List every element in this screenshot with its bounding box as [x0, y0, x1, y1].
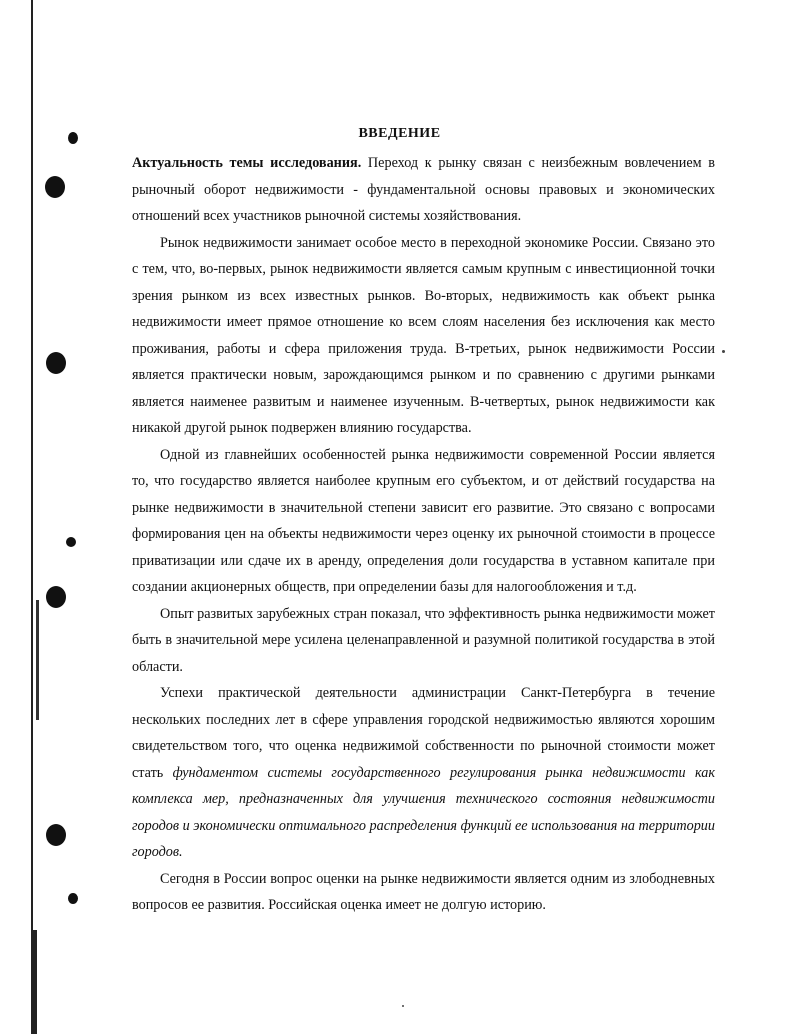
body-text [132, 150, 715, 919]
punch-hole [46, 352, 66, 374]
paragraph-6: Сегодня в России вопрос оценки на рынке недвижимости является одним из злободневных вопросов ее развития. Российская оценка имеет не долгую историю. [132, 870, 715, 913]
scan-speck [402, 1005, 404, 1007]
binding-shadow-lower [33, 930, 37, 1034]
relevance-heading: Актуальность темы исследования. [132, 155, 362, 171]
paragraph-5 [132, 680, 715, 866]
page-title: ВВЕДЕНИЕ [358, 126, 441, 141]
binding-shadow [36, 600, 39, 720]
left-border-line [31, 0, 33, 1034]
paragraph-1-text: Переход к рынку связан с неизбежным вовлечением в рыночный оборот недвижимости - фундаментальной основы правовых и экономических отношений всех участников рыночной системы хозяйствования. [132, 155, 715, 224]
paragraph-5-text: Успехи практической деятельности администрации Санкт-Петербурга в течение нескольких последних лет в сфере управления городской недвижимостью являются хорошим свидетельством того, что оценка недвижимой собственности по рыночной стоимости может стать [132, 685, 715, 781]
paragraph-1 [132, 150, 715, 230]
punch-hole [46, 586, 66, 608]
paragraph-4: Опыт развитых зарубежных стран показал, что эффективность рынка недвижимости может быть в значительной мере усилена целенаправленной и разумной политикой государства в этой области. [132, 605, 715, 675]
punch-hole [66, 537, 76, 547]
paragraph-2: Рынок недвижимости занимает особое место в переходной экономике России. Связано это с тем, что, во-первых, рынок недвижимости является самым крупным с инвестиционной точки зрения рынком из всех известных рынков. Во-вторых, недвижимость как объект рынка недвижимости имеет прямое отношение ко всем слоям населения без исключения как место проживания, работы и сфера приложения труда. В-третьих, рынок недвижимости России является практически новым, зарождающимся рынком и по сравнению с другими рынками является наименее развитым и наименее изученным. В-четвертых, рынок недвижимости как никакой другой рынок подвержен влиянию государства. [132, 234, 715, 436]
paragraph-5-italic: фундаментом системы государственного регулирования рынка недвижимости как комплекса мер, предназначенных для улучшения технического состояния недвижимости городов и экономически оптимального распределения функций ее использования на территории городов. [132, 764, 715, 860]
punch-hole [68, 893, 78, 904]
paragraph-3: Одной из главнейших особенностей рынка недвижимости современной России является то, что государство является наиболее крупным его субъектом, и от действий государства на рынке недвижимости в значительной степени зависит его развитие. Это связано с вопросами формирования цен на объекты недвижимости через оценку их рыночной стоимости в процессе приватизации или сдаче их в аренду, определения доли государства в уставном капитале при создании акционерных обществ, при определении базы для налогообложения и т.д. [132, 446, 715, 595]
punch-hole [46, 824, 66, 846]
punch-hole [45, 176, 65, 198]
scan-speck [722, 350, 725, 353]
